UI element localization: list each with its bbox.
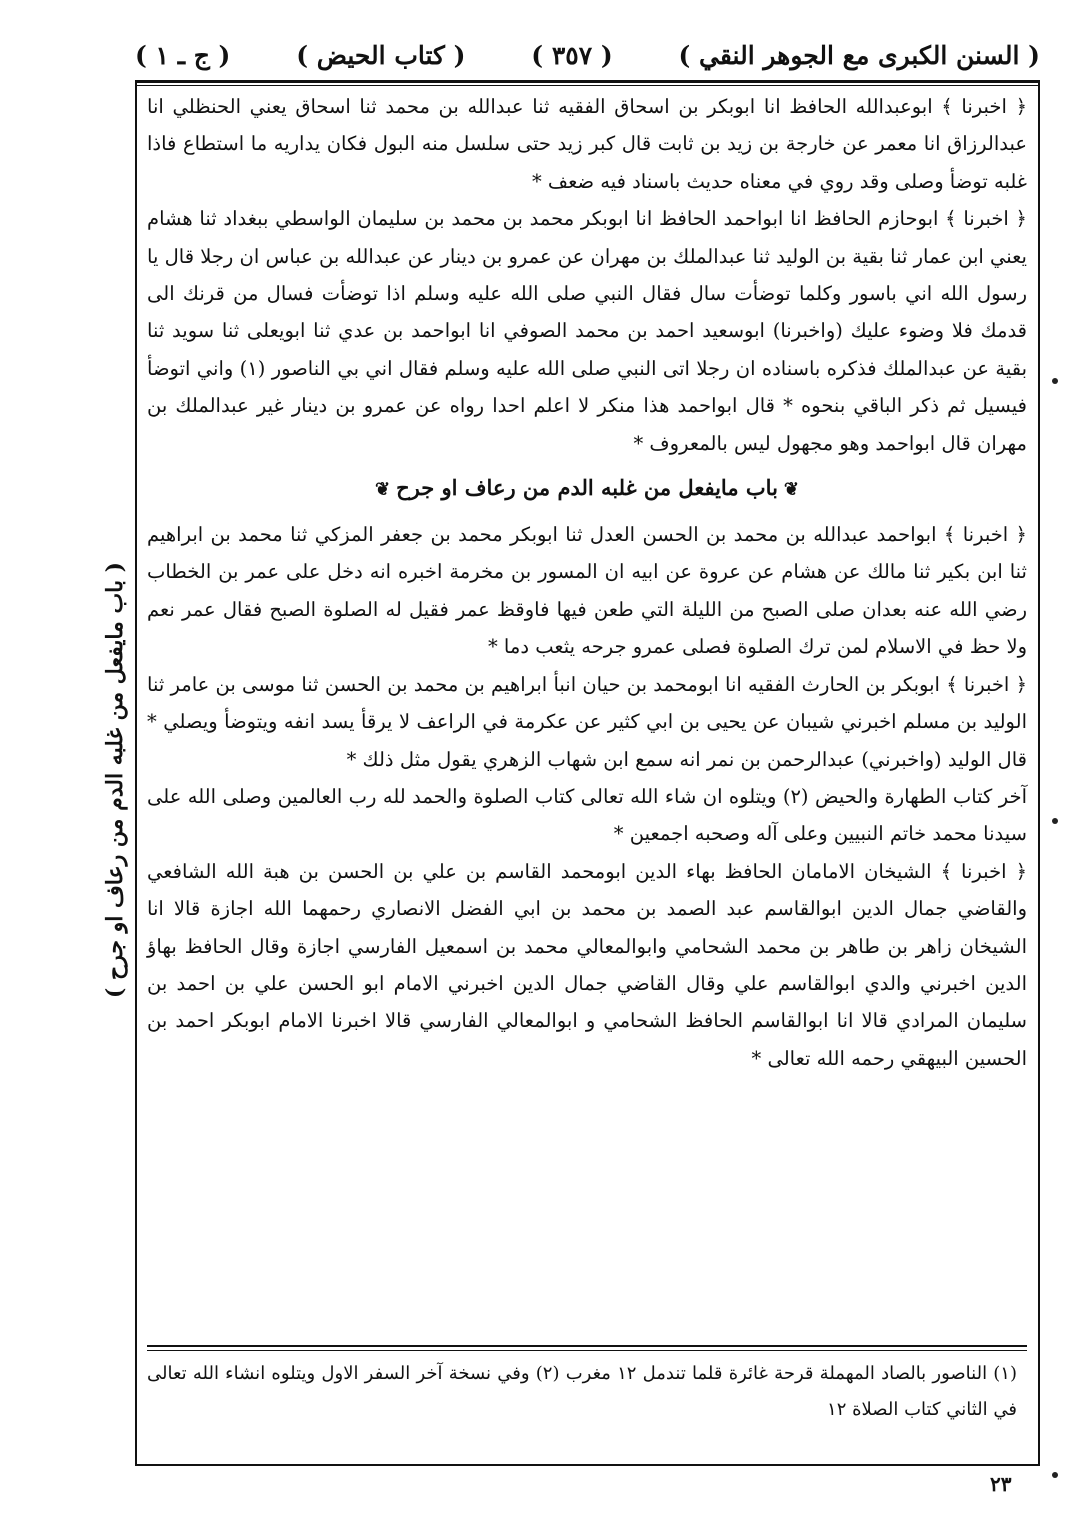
frame-double-rule (135, 85, 1040, 86)
ornament-icon: ❦ (783, 479, 800, 501)
footnote: (١) الناصور بالصاد المهملة قرحة غائرة قلما تندمل ١٢ مغرب (٢) وفي نسخة آخر السفر الاول ويتلوه انشاء الله تعالى في الثاني كتاب الصلاة ١٢ (147, 1363, 1017, 1420)
paragraph: ﴿ اخبرنا ﴾ ابوبكر بن الحارث الفقيه انا ابومحمد بن حيان انبأ ابراهيم بن محمد بن الحسن ثنا موسى بن عامر ثنا الوليد بن مسلم اخبرني شيبان عن يحيى بن ابي كثير عن عكرمة في الراعف لا يرقأ يسد انفه ويتوضأ ويصلي * قال الوليد (واخبرني) عبدالرحمن بن نمر انه سمع ابن شهاب الزهري يقول مثل ذلك * (147, 672, 1027, 771)
paragraph: آخر كتاب الطهارة والحيض (٢) ويتلوه ان شاء الله تعالى كتاب الصلوة والحمد لله رب العالمين وصلى الله على سيدنا محمد خاتم النبيين وعلى آله وصحبه اجمعين * (147, 784, 1027, 846)
paragraph: ﴿ اخبرنا ﴾ ابوحازم الحافظ انا ابواحمد الحافظ انا ابوبكر محمد بن محمد بن سليمان الواسطي ببغداد ثنا هشام يعني ابن عمار ثنا بقية بن الوليد ثنا عبدالملك بن مهران عن عمرو بن دينار عن عبدالله بن عباس ان رجلا قال يا رسول الله اني باسور وكلما توضأت سال فقال النبي صلى الله عليه وسلم اذا توضأت فسال من قرنك الى قدمك فلا وضوء عليك (واخبرنا) ابوسعيد احمد بن محمد الصوفي انا ابواحمد بن عدي ثنا ابويعلى ثنا سويد ثنا بقية عن عبدالملك فذكره باسناده ان رجلا اتى النبي صلى الله عليه وسلم فقال اني بي الناصور (١) واني اتوضأ فيسيل ثم ذكر الباقي بنحوه * قال ابواحمد هذا منكر لا اعلم احدا رواه عن عمرو بن دينار غير عبدالملك بن مهران قال ابواحمد وهو مجهول ليس بالمعروف * (147, 207, 1028, 455)
book-title: ( السنن الكبرى مع الجوهر النقي ) (678, 40, 1040, 70)
margin-tick (1052, 378, 1058, 384)
main-text (147, 88, 1027, 1077)
chapter-title: ( كتاب الحيض ) (296, 40, 466, 70)
margin-note (95, 561, 135, 999)
margin-note-text: ( باب مايفعل من غلبه الدم من رعاف او جرح ) (102, 561, 129, 999)
paragraph: ﴿ اخبرنا ﴾ ابوعبدالله الحافظ انا ابوبكر بن اسحاق الفقيه ثنا عبدالله بن محمد ثنا اسحاق يعني الحنظلي انا عبدالرزاق انا معمر عن خارجة بن زيد بن ثابت قال كبر زيد حتى سلسل منه البول فكان يداريه ما استطاع فاذا غلبه توضأ وصلى وقد روي في معناه حديث باسناد فيه ضعف * (147, 95, 1027, 193)
footnote-divider (147, 1350, 1027, 1351)
margin-tick (1052, 1472, 1058, 1478)
volume-number: ( ج ـ ١ ) (135, 40, 231, 70)
signature-mark: ٢٣ (990, 1472, 1012, 1496)
ornament-icon: ❦ (374, 479, 391, 501)
running-header (135, 30, 1040, 80)
footnote-divider (147, 1345, 1027, 1347)
page-number: ( ٣٥٧ ) (531, 40, 613, 70)
paragraph: ﴿ اخبرنا ﴾ ابواحمد عبدالله بن محمد بن الحسن العدل ثنا ابوبكر محمد بن جعفر المزكي ثنا محمد بن ابراهيم ثنا ابن بكير ثنا مالك عن هشام عن عروة عن ابيه ان المسور بن مخرمة اخبره انه دخل على عمر بن الخطاب رضي الله عنه بعدان صلى الصبح من الليلة التي طعن فيها فاوقظ عمر فقيل له الصلوة الصبح فقال عمر نعم ولا حظ في الاسلام لمن ترك الصلوة فصلى عمرو جرحه يثعب دما * (147, 523, 1027, 659)
paragraph: ﴿ اخبرنا ﴾ الشيخان الامامان الحافظ بهاء الدين ابومحمد القاسم بن علي بن الحسن بن هبة الله الشافعي والقاضي جمال الدين ابوالقاسم عبد الصمد بن محمد بن ابي الفضل الانصاري رحمهما الله اجازة قالا انا الشيخان زاهر بن طاهر بن محمد الشحامي وابوالمعالي محمد بن اسمعيل الفارسي اجازة وقال الحافظ بهاؤ الدين اخبرني والدي ابوالقاسم علي وقال القاضي جمال الدين اخبرني الامام ابو الحسن علي بن احمد بن سليمان المرادي قالا انا ابوالقاسم الحافظ الشحامي و ابوالمعالي الفارسي قالا اخبرنا الامام ابوبكر احمد بن الحسين البيهقي رحمه الله تعالى * (147, 859, 1027, 1070)
section-heading: ❦باب مايفعل من غلبه الدم من رعاف او جرح❦ (147, 462, 1027, 516)
margin-tick (1052, 818, 1058, 824)
footnotes (147, 1356, 1017, 1428)
